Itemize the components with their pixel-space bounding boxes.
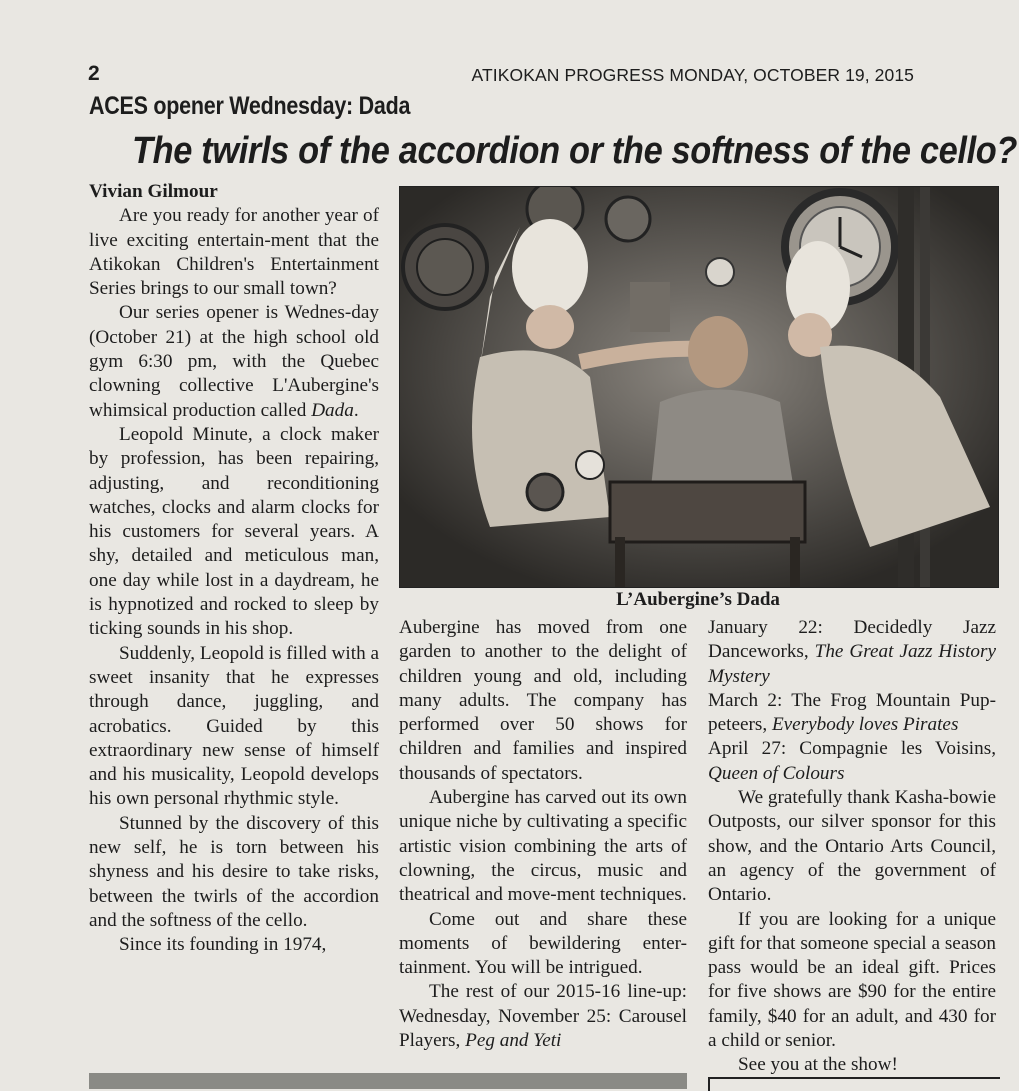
paragraph: Are you ready for another year of live exciting entertain-ment that the Atikokan Children's Entertainment Series brings to our small town? [89,205,379,300]
paragraph: We gratefully thank Kasha-bowie Outposts, our silver sponsor for this show, and the Ontario Arts Council, an agency of the government of Ontario. [708,787,996,906]
show-title: The Great Jazz History Mystery [708,641,996,687]
next-box-border [708,1077,1000,1091]
paragraph: If you are looking for a unique gift for that someone special a season pass would be an ideal gift. Prices for five shows are $90 for the entire family, $40 for an adult, and 430 for a child or senior. [708,908,996,1052]
paragraph: Suddenly, Leopold is filled with a sweet insanity that he expresses through dance, juggling, and acrobatics. Guided by this extraordinary new sense of himself and his musicality, Leopold develops his own personal rhythmic style. [89,642,379,810]
article-column-2 [399,616,687,1053]
paragraph: See you at the show! [738,1054,898,1076]
paragraph: Leopold Minute, a clock maker by profession, has been repairing, adjusting, and reconditioning watches, clocks and alarm clocks for his customers for several years. A shy, detailed and meticulous man, one day while lost in a daydream, he is hypnotized and rocked to sleep by ticking sounds in his shop. [89,423,379,640]
article-column-3 [708,616,996,1078]
paragraph: Stunned by the discovery of this new self, he is torn between his shyness and his desire to take risks, between the twirls of the accordion and the softness of the cello. [89,812,379,931]
article-photo [399,186,999,588]
show-title: Everybody loves Pirates [771,714,959,736]
page-header [88,62,914,90]
photo-caption: L’Aubergine’s Dada [616,589,780,610]
lineup-item: April 27: Compagnie les Voisins, Queen of Colours [708,738,996,784]
show-title: Peg and Yeti [465,1030,562,1052]
paragraph: Aubergine has carved out its own unique niche by cultivating a specific artistic vision combining the arts of clowning, the circus, music and theatrical and move-ment techniques. [399,787,687,906]
article-kicker: ACES opener Wednesday: Dada [89,92,411,120]
lineup-item: January 22: Decidedly Jazz Danceworks, The Great Jazz History Mystery [708,617,996,687]
article-column-1 [89,180,379,958]
paragraph: Our series opener is Wednes-day (October 21) at the high school old gym 6:30 pm, with the Quebec clowning collective L'Aubergine's whimsical production called Dada. [89,302,379,421]
stage-photo-illustration [400,187,998,587]
show-title: Queen of Colours [708,762,845,784]
paragraph: The rest of our 2015-16 line-up: Wednesday, November 25: Carousel Players, Peg and Yeti [399,981,687,1052]
page-number: 2 [88,62,100,85]
paragraph: Come out and share these moments of bewildering enter-tainment. You will be intrigued. [399,908,687,979]
lineup-item: March 2: The Frog Mountain Pup-peteers, Everybody loves Pirates [708,689,996,736]
paragraph: Since its founding in 1974, [119,934,327,956]
byline: Vivian Gilmour [89,181,218,202]
next-article-image-edge [89,1073,687,1089]
paragraph: Aubergine has moved from one garden to another to the delight of children young and old, including many adults. The company has performed over 50 shows for children and families and inspired thousands of spectators. [399,617,687,784]
show-title: Dada [311,399,354,421]
paper-dateline: ATIKOKAN PROGRESS MONDAY, OCTOBER 19, 2015 [471,65,914,85]
article-headline: The twirls of the accordion or the softness of the cello? [132,130,1018,172]
